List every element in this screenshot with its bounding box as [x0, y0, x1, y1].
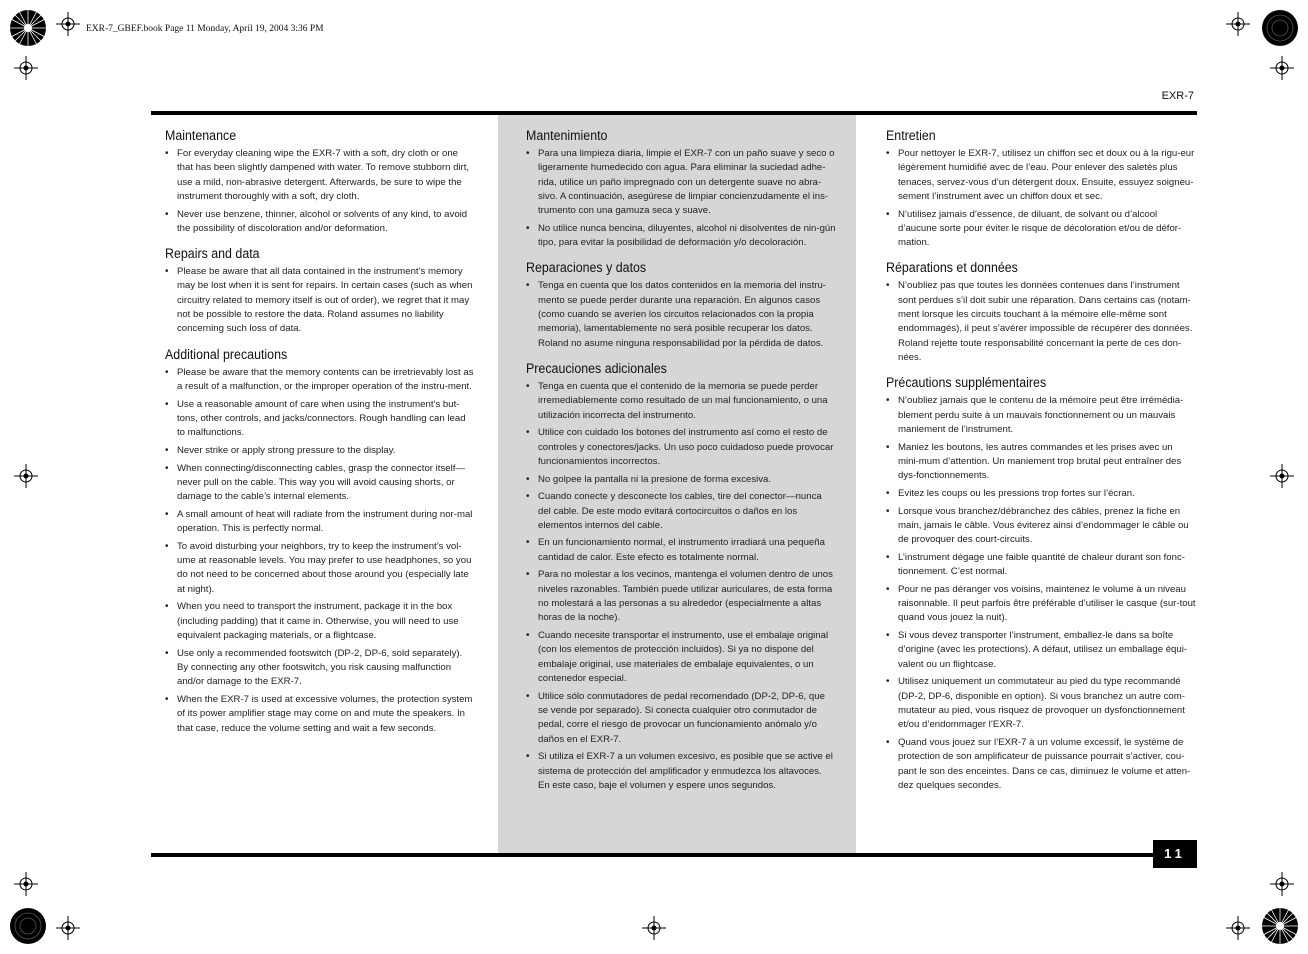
list-item: • Cuando necesite transportar el instrumento, use el embalaje original (con los elementos de protección incluidos). Si ya no dispone del embalaje original, use materiales de embalaje equivalentes, o un contenedor especial.: [526, 629, 836, 686]
list-item: • Never strike or apply strong pressure to the display.: [165, 444, 475, 458]
section-heading: Réparations et données: [886, 260, 1018, 276]
list-item: • No golpee la pantalla ni la presione de forma excesiva.: [526, 473, 836, 487]
section-additional-precautions: [165, 347, 475, 736]
crosshair-icon: [14, 872, 38, 896]
crosshair-icon: [1226, 916, 1250, 940]
print-slug: EXR-7_GBEF.book Page 11 Monday, April 19, 2004 3:36 PM: [86, 24, 324, 34]
section-heading: Entretien: [886, 128, 936, 143]
list-item: • Pour nettoyer le EXR-7, utilisez un chiffon sec et doux ou à la rigu-eur légèrement humidifié avec de l’eau. Pour enlever des saletés plus tenaces, servez-vous d’un détergent doux. Ensuite, essuyez soigneu-sement l’instrument avec un chiffon doux et sec.: [886, 147, 1196, 204]
spanish-column: [526, 126, 836, 803]
crosshair-icon: [14, 464, 38, 488]
section-heading: Maintenance: [165, 128, 237, 143]
section-heading: Reparaciones y datos: [526, 260, 647, 276]
section-mantenimiento: [526, 128, 836, 250]
list-item: • Para una limpieza diaria, limpie el EXR-7 con un paño suave y seco o ligeramente humedecido con agua. Para eliminar la suciedad adhe-rida, utilice un paño impregnado con un detergente suave no abra-sivo. A continuación, asegúrese de limpiar concienzudamente el ins-trumento con una gamuza seca y suave.: [526, 147, 836, 218]
list-item: • N’oubliez pas que toutes les données contenues dans l’instrument sont perdues s’il doit subir une réparation. Dans certains cas (notam-ment lorsque les circuits touchant à la mémoire elle-même sont endommagés), il peut s’avérer impossible de récupérer des données. Roland rejette toute responsabilité concernant la perte de ces don-nées.: [886, 279, 1196, 365]
list-item: • N’utilisez jamais d’essence, de diluant, de solvant ou d’alcool d’aucune sorte pour éviter le risque de décoloration et/ou de défor-mation.: [886, 208, 1196, 251]
crosshair-icon: [56, 12, 80, 36]
running-header: EXR-7: [1161, 90, 1194, 102]
section-heading: Repairs and data: [165, 246, 260, 262]
registration-mark: [8, 8, 48, 48]
list-item: • Use a reasonable amount of care when using the instrument’s but-tons, other controls, and jacks/connectors. Rough handling can lead to malfunctions.: [165, 398, 475, 441]
section-reparaciones-y-datos: [526, 260, 836, 350]
list-item: • When the EXR-7 is used at excessive volumes, the protection system of its power amplifier stage may come on and mute the speakers. In that case, reduce the volume setting and wait a few seconds.: [165, 693, 475, 736]
crosshair-icon: [1270, 872, 1294, 896]
list-item: • N’oubliez jamais que le contenu de la mémoire peut être irrémédia-blement perdu suite à un mauvais fonctionnement ou un mauvais maniement de l’instrument.: [886, 394, 1196, 437]
list-item: • Si vous devez transporter l’instrument, emballez-le dans sa boîte d’origine (avec les protections). A défaut, utilisez un emballage équi-valent ou un flightcase.: [886, 629, 1196, 672]
section-heading: Précautions supplémentaires: [886, 375, 1047, 391]
section-precauciones-adicionales: [526, 361, 836, 793]
section-heading: Mantenimiento: [526, 128, 608, 143]
bottom-rule: [151, 853, 1153, 857]
section-maintenance: [165, 128, 475, 236]
list-item: • Tenga en cuenta que los datos contenidos en la memoria del instru-mento se puede perder durante una reparación. En algunos casos (como cuando se averíen los circuitos relacionados con la propia memoria), lamentablemente no será posible recuperar los datos. Roland no asume ninguna responsabilidad por la pérdida de datos.: [526, 279, 836, 350]
crosshair-icon: [1226, 12, 1250, 36]
list-item: • To avoid disturbing your neighbors, try to keep the instrument’s vol-ume at reasonable levels. You may prefer to use headphones, so you do not need to be concerned about those around you (especially late at night).: [165, 540, 475, 597]
list-item: • Utilice con cuidado los botones del instrumento así como el resto de controles y conectores/jacks. Un uso poco cuidadoso puede provocar funcionamientos incorrectos.: [526, 426, 836, 469]
list-item: • Utilice sólo conmutadores de pedal recomendado (DP-2, DP-6, que se vende por separado). Si conecta cualquier otro conmutador de pedal, corre el riesgo de provocar un funcionamiento anómalo y/o daños en el EXR-7.: [526, 690, 836, 747]
list-item: • L’instrument dégage une faible quantité de chaleur durant son fonc-tionnement. C’est normal.: [886, 551, 1196, 580]
french-column: [886, 126, 1196, 803]
list-item: • Para no molestar a los vecinos, mantenga el volumen dentro de unos niveles razonables. También puede utilizar auriculares, de esta forma no molestará a las personas a su alrededor (especialmente a altas horas de la noche).: [526, 568, 836, 625]
section-repairs-and-data: [165, 246, 475, 336]
list-item: • Please be aware that the memory contents can be irretrievably lost as a result of a malfunction, or the improper operation of the instru-ment.: [165, 366, 475, 395]
crosshair-icon: [1270, 56, 1294, 80]
section-entretien: [886, 128, 1196, 250]
registration-mark: [1260, 8, 1300, 48]
list-item: • Lorsque vous branchez/débranchez des câbles, prenez la fiche en main, jamais le câble. Vous éviterez ainsi d’endommager le câble ou de provoquer des court-circuits.: [886, 505, 1196, 548]
list-item: • No utilice nunca bencina, diluyentes, alcohol ni disolventes de nin-gún tipo, para evitar la posibilidad de deformación y/o decoloración.: [526, 222, 836, 251]
list-item: • Use only a recommended footswitch (DP-2, DP-6, sold separately). By connecting any other footswitch, you risk causing malfunction and/or damage to the EXR-7.: [165, 647, 475, 690]
registration-mark: [8, 906, 48, 946]
list-item: • When connecting/disconnecting cables, grasp the connector itself—never pull on the cable. This way you will avoid causing shorts, or damage to the cable’s internal elements.: [165, 462, 475, 505]
list-item: • Utilisez uniquement un commutateur au pied du type recommandé (DP-2, DP-6, disponible en option). Si vous branchez un autre com-mutateur au pied, vous risquez de provoquer un dysfonctionnement et/ou d’endommager l’EXR-7.: [886, 675, 1196, 732]
section-heading: Precauciones adicionales: [526, 360, 667, 376]
list-item: • Cuando conecte y desconecte los cables, tire del conector—nunca del cable. De este modo evitará cortocircuitos o daños en los elementos internos del cable.: [526, 490, 836, 533]
list-item: • Evitez les coups ou les pressions trop fortes sur l’écran.: [886, 487, 1196, 501]
registration-mark: [1260, 906, 1300, 946]
crosshair-icon: [56, 916, 80, 940]
english-column: [165, 126, 475, 746]
list-item: • Maniez les boutons, les autres commandes et les prises avec un mini-mum d’attention. Un maniement trop brutal peut entraîner des dys-fonctionnements.: [886, 441, 1196, 484]
list-item: • Never use benzene, thinner, alcohol or solvents of any kind, to avoid the possibility of discoloration and/or deformation.: [165, 208, 475, 237]
crosshair-icon: [1270, 464, 1294, 488]
list-item: • Tenga en cuenta que el contenido de la memoria se puede perder irremediablemente como resultado de un mal funcionamiento, o una utilización incorrecta del instrumento.: [526, 380, 836, 423]
list-item: • For everyday cleaning wipe the EXR-7 with a soft, dry cloth or one that has been slightly dampened with water. To remove stubborn dirt, use a mild, non-abrasive detergent. Afterwards, be sure to wipe the instrument thoroughly with a soft, dry cloth.: [165, 147, 475, 204]
list-item: • When you need to transport the instrument, package it in the box (including padding) that it came in. Otherwise, you will need to use equivalent packaging materials, or a flightcase.: [165, 600, 475, 643]
crosshair-icon: [642, 916, 666, 940]
list-item: • En un funcionamiento normal, el instrumento irradiará una pequeña cantidad de calor. Este efecto es totalmente normal.: [526, 536, 836, 565]
list-item: • Si utiliza el EXR-7 a un volumen excesivo, es posible que se active el sistema de protección del amplificador y enmudezca los altavoces. En este caso, baje el volumen y espere unos segundos.: [526, 750, 836, 793]
section-heading: Additional precautions: [165, 346, 288, 362]
list-item: • Quand vous jouez sur l’EXR-7 à un volume excessif, le système de protection de son amplificateur de puissance pourrait s’activer, cou-pant le son des enceintes. Dans ce cas, diminuez le volume et atten-dez quelques secondes.: [886, 736, 1196, 793]
list-item: • Please be aware that all data contained in the instrument’s memory may be lost when it is sent for repairs. In certain cases (such as when circuitry related to memory itself is out of order), we regret that it may not be possible to restore the data. Roland assumes no liability concerning such loss of data.: [165, 265, 475, 336]
crosshair-icon: [14, 56, 38, 80]
section-reparations-et-donnees: [886, 260, 1196, 365]
section-precautions-supplementaires: [886, 375, 1196, 793]
page-number: 11: [1153, 840, 1197, 868]
list-item: • A small amount of heat will radiate from the instrument during nor-mal operation. This is perfectly normal.: [165, 508, 475, 537]
list-item: • Pour ne pas déranger vos voisins, maintenez le volume à un niveau raisonnable. Il peut parfois être préférable d’utiliser le casque (sur-tout quand vous jouez la nuit).: [886, 583, 1196, 626]
